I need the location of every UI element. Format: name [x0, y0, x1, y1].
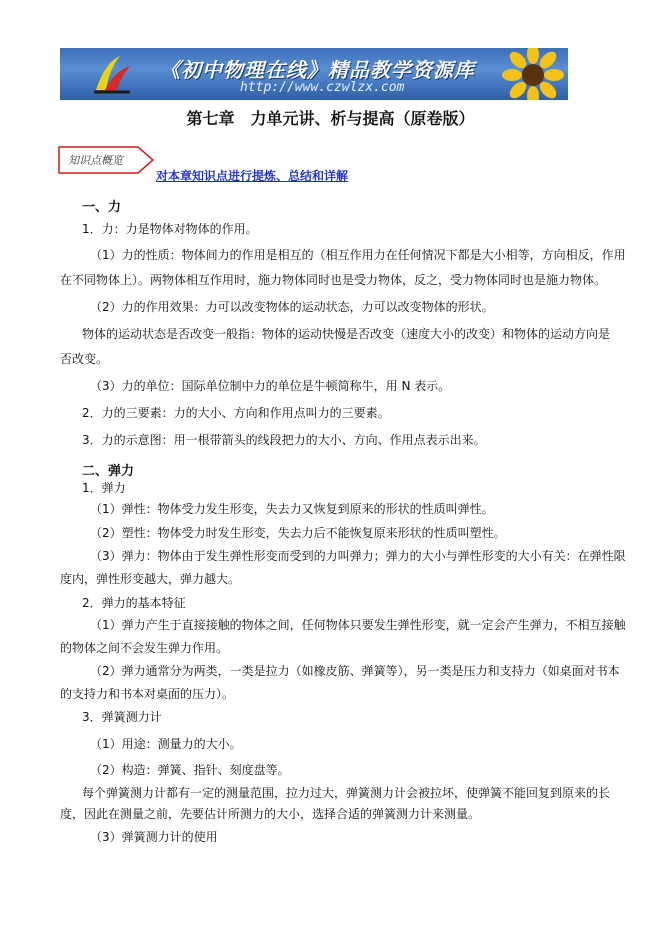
text-line: 否改变。	[60, 352, 109, 366]
text-line: （3）力的单位：国际单位制中力的单位是牛顿简称牛，用 N 表示。	[90, 379, 451, 393]
text-line: （1）弹力产生于直接接触的物体之间，任何物体只要发生弹性形变，就一定会产生弹力，不相互接触	[90, 618, 626, 632]
text-line: 的支持力和书本对桌面的压力）。	[60, 687, 235, 701]
text-line: （2）弹力通常分为两类，一类是拉力（如橡皮筋、弹簧等），另一类是压力和支持力（如桌面对书本	[90, 664, 620, 678]
banner-url: http://www.czwlzx.com	[240, 80, 405, 95]
text-line: （1）用途：测量力的大小。	[90, 737, 242, 751]
text-line: 每个弹簧测力计都有一定的测量范围，拉力过大，弹簧测力计会被拉坏，使弹簧不能回复到原来的长	[82, 786, 611, 800]
section-heading-elastic: 二、弹力	[82, 464, 135, 479]
text-line: 在不同物体上）。两物体相互作用时，施力物体同时也是受力物体，反之，受力物体同时也是施力物体。	[60, 273, 607, 287]
text-line: 3．弹簧测力计	[82, 710, 162, 724]
document-title: 第七章 力单元讲、析与提高（原卷版）	[186, 109, 475, 128]
text-line: （2）塑性：物体受力时发生形变，失去力后不能恢复原来形状的性质叫塑性。	[90, 526, 506, 540]
sunflower-icon	[502, 48, 564, 100]
header-banner	[60, 48, 568, 100]
banner-title: 《初中物理在线》精品教学资源库	[160, 58, 475, 82]
text-line: 物体的运动状态是否改变一般指：物体的运动快慢是否改变（速度大小的改变）和物体的运动方向是	[82, 327, 611, 341]
text-line: 度内，弹性形变越大，弹力越大。	[60, 572, 241, 586]
text-line: （1）弹性：物体受力发生形变，失去力又恢复到原来的形状的性质叫弹性。	[90, 502, 494, 516]
text-line: 的物体之间不会发生弹力作用。	[60, 641, 229, 655]
text-line: （1）力的性质：物体间力的作用是相互的（相互作用力在任何情况下都是大小相等，方向相反，作用	[90, 248, 626, 262]
knowledge-overview-tag	[58, 146, 154, 174]
text-line: （3）弹簧测力计的使用	[90, 830, 218, 844]
text-line: （2）构造：弹簧、指针、刻度盘等。	[90, 763, 290, 777]
text-line: 1．弹力	[82, 481, 126, 495]
text-line: 度，因此在测量之前，先要估计所测力的大小，选择合适的弹簧测力计来测量。	[60, 807, 481, 821]
text-line: 3．力的示意图：用一根带箭头的线段把力的大小、方向、作用点表示出来。	[82, 433, 486, 447]
site-logo-icon	[90, 52, 134, 96]
text-line: 2．弹力的基本特征	[82, 596, 186, 610]
summary-link[interactable]: 对本章知识点进行提炼、总结和详解	[156, 169, 349, 183]
text-line: （2）力的作用效果：力可以改变物体的运动状态，力可以改变物体的形状。	[90, 300, 494, 314]
section-heading-force: 一、力	[82, 200, 122, 215]
text-line: 1．力：力是物体对物体的作用。	[82, 222, 258, 236]
tag-label: 知识点概览	[68, 154, 123, 167]
text-line: （3）弹力：物体由于发生弹性形变而受到的力叫弹力；弹力的大小与弹性形变的大小有关：在弹性限	[90, 549, 626, 563]
text-line: 2．力的三要素：力的大小、方向和作用点叫力的三要素。	[82, 406, 390, 420]
